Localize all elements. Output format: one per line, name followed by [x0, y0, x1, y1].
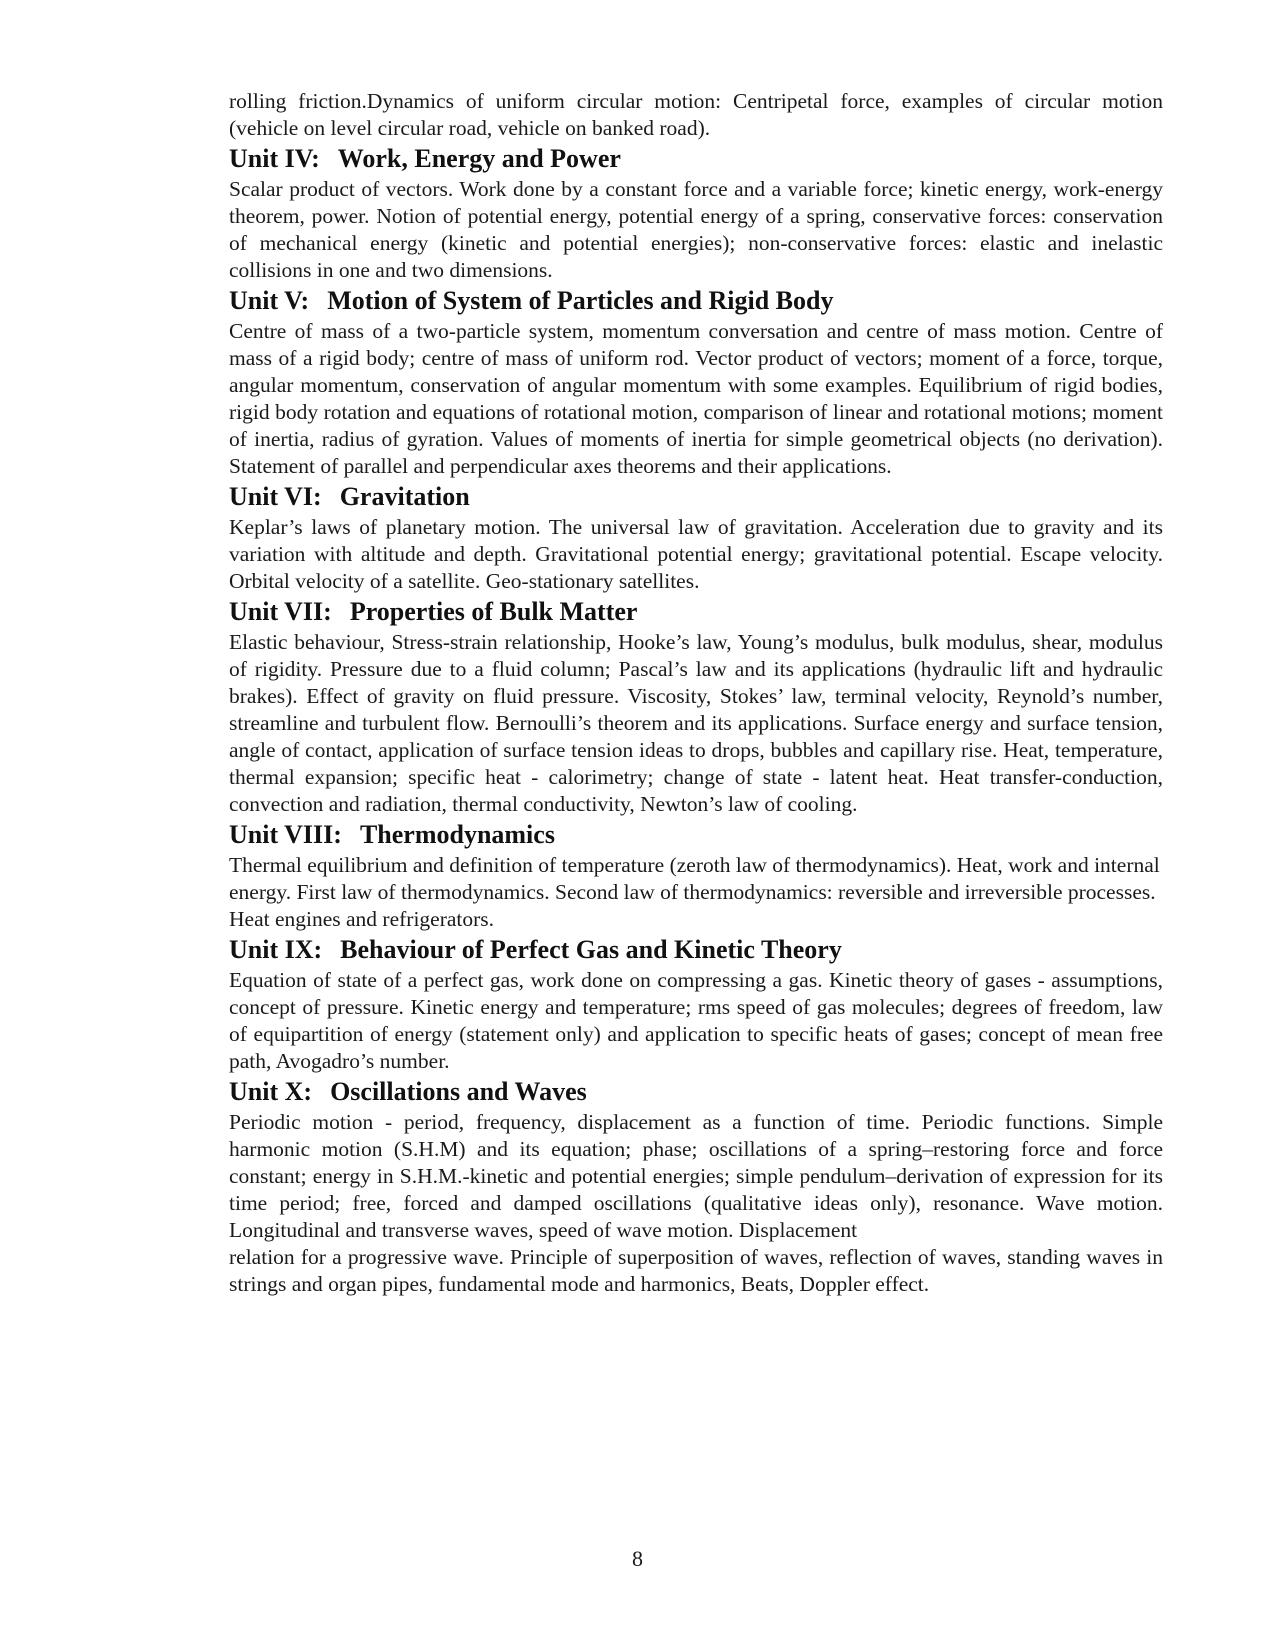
unit-10-code: Unit X:: [229, 1077, 313, 1106]
unit-6-code: Unit VI:: [229, 482, 322, 511]
unit-10-paragraph: Periodic motion - period, frequency, displacement as a function of time. Periodic functions. Simple harmonic motion (S.H.M) and its equation; phase; oscillations of a spring–restoring force and force constant; energy in S.H.M.-kinetic and potential energies; simple pendulum–derivation of expression for its time period; free, forced and damped oscillations (qualitative ideas only), resonance. Wave motion. Longitudinal and transverse waves, speed of wave motion. Displacement: [229, 1110, 1163, 1242]
unit-9-title: Behaviour of Perfect Gas and Kinetic Theory: [340, 935, 842, 964]
unit-6-heading: [229, 480, 1163, 514]
unit-6-paragraph: Keplar’s laws of planetary motion. The universal law of gravitation. Acceleration due to gravity and its variation with altitude and depth. Gravitational potential energy; gravitational potential. Escape velocity. Orbital velocity of a satellite. Geo-stationary satellites.: [229, 515, 1163, 593]
unit-5-paragraph: Centre of mass of a two-particle system, momentum conversation and centre of mass motion. Centre of mass of a rigid body; centre of mass of uniform rod. Vector product of vectors; moment of a force, torque, angular momentum, conservation of angular momentum with some examples. Equilibrium of rigid bodies, rigid body rotation and equations of rotational motion, comparison of linear and rotational motions; moment of inertia, radius of gyration. Values of moments of inertia for simple geometrical objects (no derivation). Statement of parallel and perpendicular axes theorems and their applications.: [229, 319, 1163, 478]
unit-10-paragraph-continued: relation for a progressive wave. Principle of superposition of waves, reflection of waves, standing waves in strings and organ pipes, fundamental mode and harmonics, Beats, Doppler effect.: [229, 1245, 1163, 1296]
intro-paragraph: rolling friction.Dynamics of uniform circular motion: Centripetal force, examples of circular motion (vehicle on level circular road, vehicle on banked road).: [229, 89, 1163, 140]
page-content: [229, 88, 1163, 1298]
unit-7-code: Unit VII:: [229, 597, 332, 626]
unit-5-title: Motion of System of Particles and Rigid Body: [327, 286, 834, 315]
unit-9-heading: [229, 933, 1163, 967]
unit-10-title: Oscillations and Waves: [330, 1077, 587, 1106]
page-number: 8: [632, 1546, 643, 1571]
unit-8-heading: [229, 818, 1163, 852]
unit-10-heading: [229, 1075, 1163, 1109]
unit-7-title: Properties of Bulk Matter: [349, 597, 638, 626]
unit-4-code: Unit IV:: [229, 144, 320, 173]
unit-4-paragraph: Scalar product of vectors. Work done by a constant force and a variable force; kinetic energy, work-energy theorem, power. Notion of potential energy, potential energy of a spring, conservative forces: conservation of mechanical energy (kinetic and potential energies); non-conservative forces: elastic and inelastic collisions in one and two dimensions.: [229, 177, 1163, 282]
unit-6-title: Gravitation: [339, 482, 470, 511]
unit-9-code: Unit IX:: [229, 935, 323, 964]
unit-5-heading: [229, 284, 1163, 318]
unit-5-code: Unit V:: [229, 286, 310, 315]
unit-8-code: Unit VIII:: [229, 820, 342, 849]
unit-9-paragraph: Equation of state of a perfect gas, work done on compressing a gas. Kinetic theory of gases - assumptions, concept of pressure. Kinetic energy and temperature; rms speed of gas molecules; degrees of freedom, law of equipartition of energy (statement only) and application to specific heats of gases; concept of mean free path, Avogadro’s number.: [229, 968, 1163, 1073]
unit-7-paragraph: Elastic behaviour, Stress-strain relationship, Hooke’s law, Young’s modulus, bulk modulus, shear, modulus of rigidity. Pressure due to a fluid column; Pascal’s law and its applications (hydraulic lift and hydraulic brakes). Effect of gravity on fluid pressure. Viscosity, Stokes’ law, terminal velocity, Reynold’s number, streamline and turbulent flow. Bernoulli’s theorem and its applications. Surface energy and surface tension, angle of contact, application of surface tension ideas to drops, bubbles and capillary rise. Heat, temperature, thermal expansion; specific heat - calorimetry; change of state - latent heat. Heat transfer-conduction, convection and radiation, thermal conductivity, Newton’s law of cooling.: [229, 630, 1163, 816]
unit-8-paragraph: Thermal equilibrium and definition of temperature (zeroth law of thermodynamics). Heat, work and internal energy. First law of thermodynamics. Second law of thermodynamics: reversible and irreversible processes. Heat engines and refrigerators.: [229, 853, 1160, 931]
unit-7-heading: [229, 595, 1163, 629]
unit-4-heading: [229, 142, 1163, 176]
unit-8-title: Thermodynamics: [359, 820, 555, 849]
unit-4-title: Work, Energy and Power: [337, 144, 621, 173]
